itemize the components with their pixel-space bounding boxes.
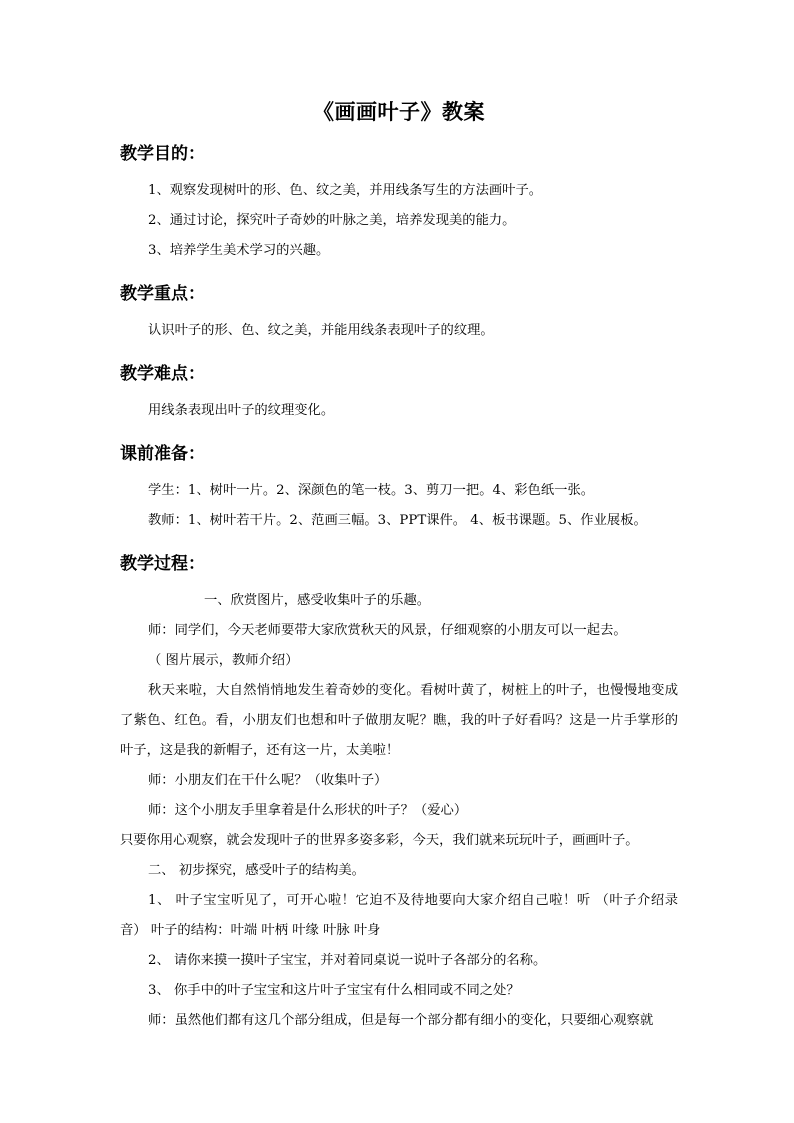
process-paragraph: 一、欣赏图片，感受收集叶子的乐趣。	[204, 593, 431, 608]
process-paragraph: 师：小朋友们在干什么呢？（收集叶子）	[148, 773, 388, 788]
key-points-text: 认识叶子的形、色、纹之美，并能用线条表现叶子的纹理。	[148, 323, 494, 338]
document-title: 《画画叶子》教案	[313, 99, 485, 124]
process-paragraph: 师：同学们，今天老师要带大家欣赏秋天的风景，仔细观察的小朋友可以一起去。	[148, 623, 627, 638]
process-paragraph: 只要你用心观察，就会发现叶子的世界多姿多彩，今天，我们就来玩玩叶子，画画叶子。	[120, 833, 639, 848]
preparation-teacher: 教师：1、树叶若干片。2、范画三幅。3、PPT课件。 4、板书课题。5、作业展板。	[148, 513, 647, 528]
heading-objectives: 教学目的：	[120, 144, 205, 164]
process-paragraph: 师：虽然他们都有这几个部分组成，但是每一个部分都有细小的变化，只要细心观察就	[148, 1013, 654, 1028]
heading-preparation: 课前准备：	[120, 444, 205, 464]
process-paragraph: 师：这个小朋友手里拿着是什么形状的叶子？（爱心）	[148, 803, 468, 818]
process-paragraph: 3、 你手中的叶子宝宝和这片叶子宝宝有什么相同或不同之处？	[148, 983, 520, 998]
difficulties-text: 用线条表现出叶子的纹理变化。	[148, 403, 335, 418]
process-paragraph: 2、 请你来摸一摸叶子宝宝，并对着同桌说一说叶子各部分的名称。	[148, 953, 547, 968]
process-paragraph: 1、 叶子宝宝听见了，可开心啦！它迫不及待地要向大家介绍自己啦！听 （叶子介绍录音） 叶子的结构：叶端 叶柄 叶缘 叶脉 叶身	[120, 893, 678, 938]
objective-item: 1、观察发现树叶的形、色、纹之美，并用线条写生的方法画叶子。	[148, 183, 543, 198]
process-paragraph: 秋天来啦，大自然悄悄地发生着奇妙的变化。看树叶黄了，树桩上的叶子，也慢慢地变成了紫色、红色。看，小朋友们也想和叶子做朋友呢？瞧，我的叶子好看吗？这是一片手掌形的叶子，这是我的新帽子，还有这一片，太美啦！	[120, 683, 678, 758]
objective-item: 2、通过讨论，探究叶子奇妙的叶脉之美，培养发现美的能力。	[148, 213, 516, 228]
objective-item: 3、培养学生美术学习的兴趣。	[148, 243, 330, 258]
heading-difficulties: 教学难点：	[120, 364, 205, 384]
process-paragraph: （ 图片展示，教师介绍）	[148, 653, 299, 668]
heading-key-points: 教学重点：	[120, 284, 205, 304]
heading-process: 教学过程：	[120, 554, 205, 574]
process-paragraph: 二、 初步探究，感受叶子的结构美。	[148, 863, 365, 878]
preparation-student: 学生：1、树叶一片。2、深颜色的笔一枝。3、剪刀一把。4、彩色纸一张。	[148, 483, 595, 498]
